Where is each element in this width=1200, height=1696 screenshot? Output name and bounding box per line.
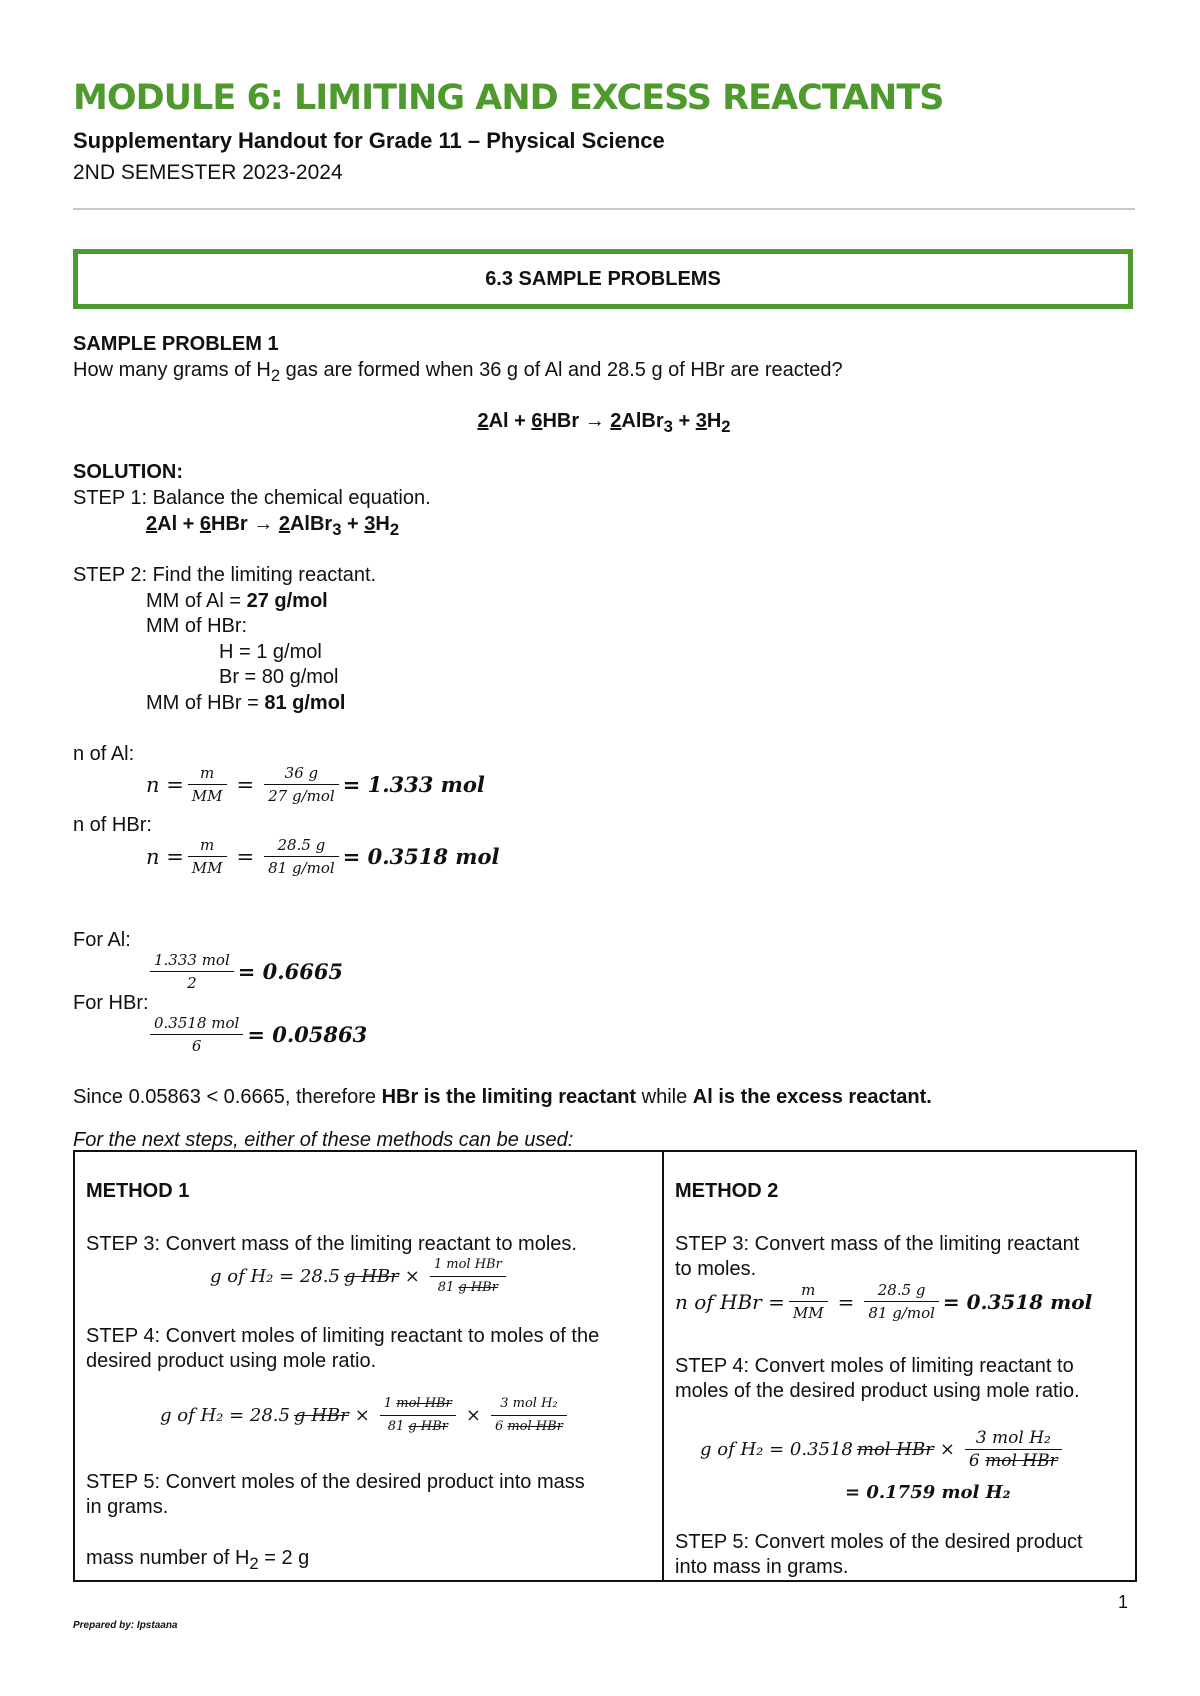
- eq-lhs: g of H₂ = 0.3518: [700, 1439, 853, 1460]
- problem-heading: SAMPLE PROBLEM 1: [73, 333, 279, 355]
- method1-step4b: desired product using mole ratio.: [86, 1350, 377, 1372]
- mm-al-label: MM of Al =: [146, 590, 247, 612]
- reactant: Al +: [488, 410, 532, 432]
- cancelled-unit: g HBr: [458, 1280, 498, 1295]
- n-al-equation: n = $\frac{m}{MM}$ = $\frac{36 g}{\text{27 g/mol}}$ = 1.333 mol: [146, 764, 485, 805]
- conclusion-pre: Since 0.05863 < 0.6665, therefore: [73, 1086, 382, 1108]
- numerator: 3 mol H₂: [965, 1429, 1062, 1450]
- eq-lhs: g of H₂ = 28.5: [160, 1405, 290, 1426]
- mass-value: = 2 g: [258, 1547, 310, 1569]
- coefficient: 2: [146, 513, 158, 535]
- conclusion-text: [73, 1085, 932, 1109]
- coefficient: 2: [610, 410, 622, 432]
- method2-eq4-result: [845, 1482, 1011, 1503]
- method2-eq3: n of HBr = $\frac{m}{MM}$ = $\frac{28.5 g}{\text{81 g/mol}}$ = 0.3518 mol: [675, 1281, 1093, 1322]
- mm-hbr-total-label: MM of HBr =: [146, 692, 265, 714]
- eq-result: = 0.05863: [247, 1022, 368, 1047]
- fraction: [188, 764, 227, 805]
- for-hbr-label: For HBr:: [73, 992, 149, 1014]
- coefficient: 3: [364, 513, 376, 535]
- eq-lhs: n =: [146, 772, 184, 797]
- semester-label: 2ND SEMESTER 2023-2024: [73, 161, 343, 184]
- denominator-value: 6: [968, 1451, 980, 1471]
- excess-reactant-statement: Al is the excess reactant.: [692, 1086, 932, 1108]
- subscript: 2: [721, 417, 731, 436]
- method2-step5a: STEP 5: Convert moles of the desired product: [675, 1531, 1083, 1553]
- page-number: 1: [1118, 1592, 1129, 1612]
- fraction: [864, 1281, 939, 1322]
- question-subscript: 2: [270, 366, 281, 385]
- fraction: [965, 1429, 1062, 1470]
- method2-step3a: STEP 3: Convert mass of the limiting reactant: [675, 1233, 1080, 1255]
- denominator-value: 6: [494, 1419, 504, 1434]
- numerator: 28.5 g: [264, 836, 339, 857]
- mm-al-value: 27 g/mol: [246, 590, 328, 612]
- section-title-box: [73, 249, 1133, 309]
- product: H: [375, 513, 390, 535]
- eq-lhs: n =: [146, 844, 184, 869]
- denominator-value: 81: [387, 1419, 405, 1434]
- product: AlBr: [621, 410, 664, 432]
- fraction: [264, 764, 339, 805]
- eq-result: = 0.1759 mol H₂: [845, 1482, 1011, 1503]
- table-divider: [662, 1152, 664, 1580]
- method1-step5b: in grams.: [86, 1496, 169, 1518]
- step1-text: STEP 1: Balance the chemical equation.: [73, 487, 431, 509]
- cancelled-unit: mol HBr: [856, 1439, 934, 1460]
- eq-result: = 0.3518 mol: [942, 1289, 1093, 1314]
- method1-step5a: STEP 5: Convert moles of the desired product into mass: [86, 1471, 585, 1493]
- conclusion-mid: while: [636, 1086, 693, 1108]
- fraction: [188, 836, 227, 877]
- subscript: 3: [332, 520, 342, 539]
- limiting-reactant-statement: HBr is the limiting reactant: [381, 1086, 637, 1108]
- method2-step5b: into mass in grams.: [675, 1556, 849, 1578]
- reactant: Al +: [157, 513, 200, 535]
- n-hbr-equation: n = $\frac{m}{MM}$ = $\frac{28.5 g}{\text{81 g/mol}}$ = 0.3518 mol: [146, 836, 500, 877]
- balanced-equation: [73, 409, 1135, 439]
- coefficient: 2: [278, 513, 290, 535]
- coefficient: 2: [477, 410, 489, 432]
- denominator: MM: [792, 1304, 824, 1322]
- denominator: 2: [187, 974, 197, 992]
- prepared-by: Prepared by: Ipstaana: [73, 1620, 178, 1631]
- handout-subtitle: Supplementary Handout for Grade 11 – Physical Science: [73, 128, 665, 153]
- fraction: [150, 951, 234, 992]
- numerator: m: [188, 836, 227, 857]
- eq-result: = 1.333 mol: [342, 772, 485, 797]
- numerator: 28.5 g: [864, 1281, 939, 1302]
- mm-br: Br = 80 g/mol: [219, 666, 339, 688]
- mass-text: mass number of H: [86, 1547, 250, 1569]
- mm-hbr-total: [146, 691, 346, 715]
- question-text: How many grams of H: [73, 359, 271, 381]
- cancelled-unit: mol HBr: [396, 1396, 452, 1411]
- fraction: [150, 1014, 243, 1055]
- for-hbr-equation: [146, 1014, 367, 1055]
- coefficient: 3: [695, 410, 707, 432]
- cancelled-unit: g HBr: [343, 1266, 399, 1287]
- plus: +: [672, 410, 696, 432]
- step2-text: STEP 2: Find the limiting reactant.: [73, 564, 377, 586]
- n-al-label: n of Al:: [73, 743, 135, 765]
- eq-lhs: g of H₂ = 28.5: [210, 1266, 340, 1287]
- denominator: 81 g/mol: [868, 1304, 935, 1322]
- cancelled-unit: mol HBr: [985, 1451, 1058, 1471]
- mm-h: H = 1 g/mol: [219, 641, 322, 663]
- method1-step3: STEP 3: Convert mass of the limiting reactant to moles.: [86, 1233, 577, 1255]
- eq-lhs: n of HBr =: [675, 1289, 785, 1314]
- for-al-equation: [146, 951, 343, 992]
- module-title: MODULE 6: LIMITING AND EXCESS REACTANTS: [73, 78, 944, 118]
- eq-result: = 0.6665: [237, 959, 344, 984]
- numerator: 1 mol HBr: [430, 1256, 506, 1277]
- fraction: [430, 1256, 506, 1297]
- method1-step4a: STEP 4: Convert moles of limiting reactant to moles of the: [86, 1325, 600, 1347]
- fraction: [264, 836, 339, 877]
- plus: +: [341, 513, 365, 535]
- numerator: 36 g: [264, 764, 339, 785]
- method1-eq4: g of H₂ = 28.5 g HBr × $\frac{\text{1 mol HBr}}{\text{81 g HBr}}$ × $\frac{\text{3 mol H₂}}{\text{6 mol HBr}}$: [160, 1395, 571, 1436]
- eq-result: = 0.3518 mol: [342, 844, 500, 869]
- numerator: m: [188, 764, 227, 785]
- coefficient: 6: [531, 410, 543, 432]
- next-steps-note: For the next steps, either of these methods can be used:: [73, 1129, 574, 1151]
- for-al-label: For Al:: [73, 929, 131, 951]
- fraction: [789, 1281, 828, 1322]
- reactant: HBr →: [211, 513, 279, 535]
- mass-subscript: 2: [249, 1554, 259, 1573]
- section-title: 6.3 SAMPLE PROBLEMS: [485, 267, 721, 290]
- subscript: 2: [389, 520, 400, 539]
- method1-mass-number: [86, 1546, 309, 1576]
- numerator: 3 mol H₂: [491, 1395, 567, 1416]
- product: H: [706, 410, 722, 432]
- numerator: 1.333 mol: [150, 951, 234, 972]
- fraction: [491, 1395, 567, 1436]
- cancelled-unit: mol HBr: [507, 1419, 563, 1434]
- method1-eq3: g of H₂ = 28.5 g HBr × $\frac{\text{1 mol HBr}}{\text{81 g HBr}}$: [210, 1256, 510, 1297]
- mm-hbr-total-value: 81 g/mol: [264, 692, 346, 714]
- method2-step4a: STEP 4: Convert moles of limiting reactant to: [675, 1355, 1074, 1377]
- denominator: 6: [191, 1037, 202, 1055]
- fraction: [380, 1395, 456, 1436]
- solution-heading: SOLUTION:: [73, 461, 183, 483]
- problem-question: [73, 358, 843, 388]
- method2-step4b: moles of the desired product using mole ratio.: [675, 1380, 1080, 1402]
- denominator: 81 g/mol: [268, 859, 335, 877]
- methods-table: [73, 1150, 1137, 1582]
- mm-al: [146, 589, 328, 613]
- mm-hbr-label: MM of HBr:: [146, 615, 248, 637]
- question-text-end: gas are formed when 36 g of Al and 28.5 g of HBr are reacted?: [280, 359, 843, 381]
- reactant: HBr →: [542, 410, 611, 432]
- cancelled-unit: g HBr: [408, 1419, 448, 1434]
- method1-heading: METHOD 1: [86, 1180, 190, 1202]
- method2-step3b: to moles.: [675, 1258, 757, 1280]
- header-divider: [73, 208, 1135, 210]
- method2-eq4: g of H₂ = 0.3518 mol HBr × $\frac{\text{3 mol H₂}}{\text{6 mol HBr}}$: [700, 1429, 1066, 1470]
- subscript: 3: [663, 417, 673, 436]
- product: AlBr: [289, 513, 333, 535]
- step1-equation: [146, 512, 399, 542]
- denominator: 27 g/mol: [268, 787, 335, 805]
- numerator: 0.3518 mol: [150, 1014, 243, 1035]
- denominator: MM: [191, 787, 223, 805]
- numerator: m: [789, 1281, 828, 1302]
- method2-heading: METHOD 2: [675, 1180, 779, 1202]
- cancelled-unit: g HBr: [293, 1405, 349, 1426]
- denominator: MM: [191, 859, 223, 877]
- numerator-value: 1: [383, 1396, 393, 1411]
- coefficient: 6: [199, 513, 212, 535]
- n-hbr-label: n of HBr:: [73, 814, 152, 836]
- denominator-value: 81: [437, 1280, 455, 1295]
